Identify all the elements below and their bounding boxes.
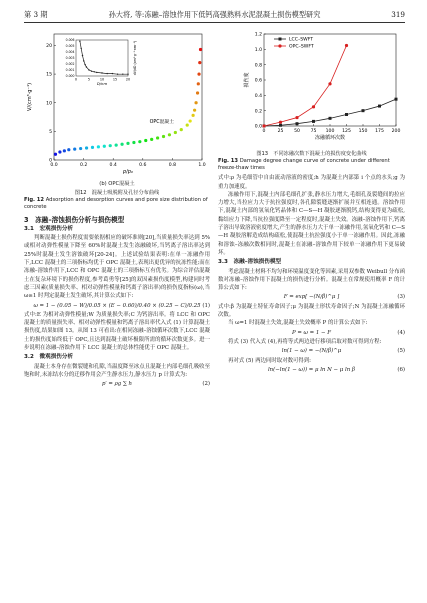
- equation-3: [218, 293, 405, 301]
- fig12-inset-point: [94, 71, 95, 72]
- fig12-data-point: [109, 144, 112, 147]
- fig13-x-axis-label: 冻融循环次数: [314, 135, 346, 141]
- fig13-x-tick-label: 100: [325, 129, 335, 134]
- fig12-data-point: [132, 141, 135, 144]
- fig12-sublabel: (b) OPC混凝土: [99, 181, 135, 188]
- fig12-caption-cn: 图12 混凝土吸脱附及孔径分布曲线: [74, 189, 160, 196]
- fig12-data-point: [156, 136, 159, 139]
- figure-13: [218, 28, 405, 151]
- fig12-data-point: [196, 91, 199, 94]
- fig13-data-point: [395, 98, 398, 101]
- equation-2: [24, 380, 210, 388]
- fig13-data-point: [312, 120, 315, 123]
- equation-2-body: p′ = ρg ∑ h: [102, 381, 132, 388]
- paragraph-r-a: 式中:ρ 为毛细管中自由流动溶液的密度;h 为混凝土内部第 i 个点的水头;g 为重力加速度。: [218, 175, 405, 190]
- fig13-data-point: [312, 105, 315, 108]
- fig12-data-point: [162, 135, 165, 138]
- paragraph-r-c: 考虑混凝土材料不均匀和环境温度变化等因素,采用双参数 Weibull 分布函数对冻融–溶蚀作用下混凝土的损伤进行分析。混凝土在常规使用概率 F 的计算公式如下:: [218, 268, 405, 292]
- fig13-plot-frame: [264, 34, 396, 126]
- fig12-inset-x-tick-label: 15: [112, 77, 118, 82]
- fig12-inset-point: [83, 60, 84, 61]
- equation-5: [218, 347, 405, 355]
- fig12-y-tick-label: 5: [49, 129, 52, 135]
- fig13-x-tick-label: 150: [358, 129, 368, 134]
- fig12-data-point: [197, 72, 200, 75]
- fig12-data-point: [103, 145, 106, 148]
- fig12-data-point: [126, 142, 129, 145]
- fig12-y-tick-label: 10: [46, 101, 52, 107]
- fig13-legend-label: LCC–SWFT: [289, 37, 314, 43]
- fig12-data-point: [91, 146, 94, 149]
- fig12-inset-point: [122, 74, 123, 75]
- running-title: 孙大将, 等:冻融–溶蚀作用下低钙高强熟料水泥混凝土损伤模型研究: [108, 10, 321, 19]
- fig12-data-point: [189, 119, 192, 122]
- fig12-inset-point: [117, 74, 118, 75]
- fig12-inset-y-tick-label: 0.005: [65, 44, 75, 49]
- fig12-data-point: [73, 148, 76, 151]
- fig13-caption-en: [218, 158, 405, 172]
- fig12-data-point: [115, 144, 118, 147]
- equation-3-body: F = exp[ −(N/β)^μ ]: [283, 294, 340, 301]
- fig12-caption-en: [24, 197, 210, 211]
- paragraph-3-1-b: 式中:E 为相对动弹性模量;W 为质量损失率;C 为钙溶出率。将 LCC 和 OPC 混凝土的质量损失率、相对动弹性模量和钙离子溶出率代入式 (1) 计算混凝土损伤度,结果如图 13。从图 13 可看出:在相同冻融–溶蚀循环次数下,LCC 混凝土的损伤度始终低于 OPC,且达到混凝土破坏极限所需的循环次数更多。进一步说明在冻融–溶蚀作用下 LCC 混凝土的总体性能优于 OPC 混凝土。: [24, 311, 210, 352]
- figure-12: [24, 28, 210, 179]
- fig13-legend-label: OPC–SWFT: [289, 44, 314, 50]
- equation-2-number: (2): [202, 381, 210, 388]
- fig13-data-point: [296, 122, 299, 125]
- fig12-inset-point: [86, 66, 87, 67]
- fig12-data-point: [67, 148, 70, 151]
- fig12-inset-point: [82, 55, 83, 56]
- fig12-y-axis-label: V/(cm³·g⁻¹): [27, 82, 33, 112]
- fig12-data-point: [199, 48, 202, 51]
- fig12-data-point: [174, 131, 177, 134]
- paragraph-3-1-a: 判断混凝土损伤程度需要依据相应的破坏准则[20],当质量损失率达到 5%或相对动弹性模量下降至 60%时混凝土发生冻融破坏,当钙离子溶出率达到 25%时混凝土发生溶蚀破坏[20-24]。上述试验结果表明:在单一冻融作用下,LCC 混凝土的三项指标均优于 OPC 混凝土,表现出更优异的抗冻性能;而在冻融–溶蚀作用下,LCC 和 OPC 混凝土的三项指标互有优劣。为综合评估混凝土在复杂环境下的损伤程度,参考葛勇等[25]的双因素损伤度模型,构建同时考虑三因素(质量损失率、相对动弹性模量和钙离子溶出率)的损伤度指标(ω),当 ω≥1 时判定混凝土发生破坏,其计算公式如下:: [24, 235, 210, 300]
- fig12-inset-point: [84, 64, 85, 65]
- paragraph-r-d: 式中:β 为混凝土特征寿命因子;μ 为混凝土形状寿命因子;N 为混凝土冻融循环次数。: [218, 303, 405, 319]
- fig12-data-point: [79, 147, 82, 150]
- fig13-data-point: [378, 105, 381, 108]
- left-column: [24, 28, 210, 390]
- equation-3-number: (3): [397, 294, 405, 301]
- right-column: [218, 28, 405, 375]
- fig13-chart: [218, 28, 405, 148]
- fig12-data-point: [197, 82, 200, 85]
- fig12-x-axis-label: p/p₀: [122, 169, 134, 175]
- fig12-y-tick-label: 20: [46, 44, 52, 50]
- fig12-data-point: [54, 153, 57, 156]
- issue-number: 第 3 期: [24, 10, 48, 19]
- paragraph-r-e: 当 ω=1 时混凝土失效,混凝土失效概率 P 的计算公式如下:: [228, 320, 368, 327]
- fig12-inset-x-tick-label: 10: [99, 77, 105, 82]
- paragraph-r-b: 冻融作用下,混凝土内部毛细孔扩张,静水压力增大,毛细孔及裂缝间的拉应力增大,当拉应力大于抗拉强度时,各孔隙裂缝逐渐扩展并互相连通。溶蚀作用下,混凝土内部的氢氧化钙晶体和 C—S—H 凝胶逐渐脱钙,结构变得更为疏松,黏结应力下降,当抗拉强度降至一定程度时,混凝土失效。冻融–溶蚀作用下,钙离子溶出导致溶液密度增大,产生的静水压力大于单一冻融作用,氢氧化钙和 C—S—H 凝胶溶解造成结构疏松,使混凝土抗拉强度小于单一冻融作用。因此,冻融和溶蚀–冻融次数相同时,混凝土在冻融–溶蚀作用下较单一冻融作用下更易破坏。: [218, 191, 405, 256]
- fig13-x-tick-label: 50: [294, 129, 300, 134]
- fig12-data-point: [194, 101, 197, 104]
- fig12-x-tick-label: 0.8: [168, 163, 177, 168]
- fig12-inset-x-axis-label: D/nm: [96, 81, 108, 86]
- paragraph-r-f: 将式 (3) 代入式 (4),再将等式两边进行移项后取对数可得到方程:: [228, 338, 382, 345]
- fig12-data-point: [138, 140, 141, 143]
- fig12-inset-point: [79, 41, 80, 42]
- equation-6-number: (6): [397, 366, 405, 373]
- fig12-data-point: [180, 128, 183, 131]
- fig13-x-tick-label: 0: [262, 129, 266, 134]
- fig12-data-point: [193, 109, 196, 112]
- fig12-label-en: Fig. 12: [24, 196, 45, 203]
- fig13-x-tick-label: 125: [342, 129, 351, 134]
- fig13-y-tick-label: 0.0: [254, 124, 262, 130]
- fig13-y-tick-label: 1.0: [254, 47, 262, 53]
- fig13-data-point: [345, 44, 348, 47]
- fig12-data-point: [198, 61, 201, 64]
- equation-4-number: (4): [397, 329, 405, 336]
- running-header: [24, 8, 405, 23]
- fig13-data-point: [262, 124, 265, 127]
- fig13-caption-cn: 图13 不同冻融次数下混凝土的损伤度变化曲线: [256, 151, 367, 158]
- section-3-heading: 3 冻融–溶蚀损伤分析与损伤模型: [24, 215, 125, 224]
- fig12-inset-point: [88, 69, 89, 70]
- fig12-inset-y-tick-label: 0.006: [65, 38, 75, 43]
- fig13-y-tick-label: 0.8: [254, 63, 262, 69]
- equation-1-number: (1): [202, 302, 210, 309]
- section-3-1-heading: 3.1 宏观损伤分析: [24, 225, 74, 232]
- fig12-inset-y-tick-label: 0.001: [65, 68, 75, 73]
- fig12-y-tick-label: 15: [46, 72, 52, 78]
- equation-4: [218, 329, 405, 337]
- fig12-inset-frame: [76, 40, 128, 76]
- fig12-data-point: [97, 145, 100, 148]
- equation-6: [218, 366, 405, 374]
- fig13-legend-marker: [279, 38, 282, 41]
- fig12-inset-x-tick-label: 20: [125, 77, 131, 82]
- fig13-y-axis-label: 损伤度: [244, 72, 250, 88]
- fig12-data-point: [63, 149, 66, 152]
- fig12-inset-point: [81, 48, 82, 49]
- fig13-data-point: [345, 113, 348, 116]
- fig13-y-tick-label: 0.2: [254, 109, 262, 115]
- fig13-y-tick-label: 0.6: [254, 78, 262, 84]
- fig13-legend-marker: [278, 44, 281, 47]
- fig12-data-point: [168, 133, 171, 136]
- fig13-data-point: [328, 82, 331, 85]
- fig12-caption-en-text: Adsorption and desorption curves and pore size distribution of concrete: [24, 196, 208, 210]
- fig12-x-tick-label: 0.6: [139, 163, 147, 168]
- equation-5-number: (5): [397, 348, 405, 355]
- fig12-data-point: [58, 150, 61, 153]
- equation-5-body: ln(1 − ω) = −(N/β)^μ: [281, 348, 342, 355]
- fig12-inset-y-tick-label: 0.002: [65, 62, 75, 67]
- fig12-inset-y-tick-label: 0.000: [65, 74, 75, 79]
- fig12-data-point: [150, 138, 153, 141]
- fig12-data-point: [120, 143, 123, 146]
- fig12-inset-x-tick-label: 0: [74, 77, 78, 82]
- paragraph-r-g: 再对式 (5) 两边同时取对数可得到:: [228, 357, 311, 364]
- fig12-data-point: [144, 139, 147, 142]
- equation-1-body: ω = 1 − (0.05 − W)/0.05 × (E − 0.60)/0.40 × (0.25 − C)/0.25: [33, 302, 201, 309]
- fig12-data-point: [192, 114, 195, 117]
- fig13-label-en: Fig. 13: [218, 158, 239, 165]
- fig13-x-tick-label: 75: [310, 129, 317, 134]
- fig12-inset-point: [107, 73, 108, 74]
- fig13-data-point: [279, 121, 282, 124]
- fig12-data-point: [85, 146, 88, 149]
- fig13-data-point: [362, 109, 365, 112]
- fig12-y-tick-label: 0: [49, 158, 52, 164]
- fig12-inset-point: [96, 72, 97, 73]
- fig12-inset-point: [101, 72, 102, 73]
- fig13-data-point: [295, 116, 298, 119]
- fig13-x-tick-label: 175: [375, 129, 384, 134]
- equation-4-body: P = ω = 1 − F: [291, 329, 332, 336]
- fig12-inset-y-tick-label: 0.003: [65, 56, 75, 61]
- fig12-inset-point: [112, 73, 113, 74]
- equation-6-body: ln(−ln(1 − ω)) = μ ln N − μ ln β: [267, 366, 356, 373]
- fig13-data-point: [329, 117, 332, 120]
- fig12-inset-y-axis-label: dV/dD (cm³·g⁻¹·nm⁻¹): [133, 40, 137, 76]
- fig12-inset-y-tick-label: 0.004: [65, 50, 75, 55]
- page-number: 319: [391, 10, 405, 19]
- fig13-y-tick-label: 1.2: [254, 32, 262, 38]
- equation-1: [24, 302, 210, 310]
- fig12-data-point: [186, 123, 189, 126]
- fig13-data-point: [279, 124, 282, 127]
- fig12-inset-point: [91, 71, 92, 72]
- fig12-x-tick-label: 0.0: [50, 163, 58, 168]
- fig12-x-tick-label: 0.4: [109, 163, 117, 168]
- fig13-x-tick-label: 25: [277, 129, 284, 134]
- fig12-inset-point: [127, 74, 128, 75]
- fig13-x-tick-label: 200: [391, 129, 401, 134]
- section-3-2-heading: 3.2 微观损伤分析: [24, 354, 74, 361]
- paragraph-3-2: 混凝土本身存在微裂缝和孔隙,当温度降至冰点且混凝土内部毛细孔吸收至饱和时,未冻结水分的迁移作用会产生静水压力,静水压力 p 计算式为:: [24, 363, 210, 378]
- fig13-caption-en-text: Damage degree change curve of concrete under different freeze-thaw times: [218, 158, 390, 172]
- section-3-3-heading: 3.3 冻融–溶蚀损伤模型: [218, 259, 282, 266]
- fig12-x-tick-label: 0.2: [79, 163, 88, 168]
- fig13-series-line: [264, 46, 347, 127]
- fig12-inset-label: OPC混凝土: [149, 120, 174, 125]
- fig12-inset-x-tick-label: 5: [87, 77, 91, 82]
- fig13-series-line: [264, 99, 396, 126]
- fig12-chart: [24, 28, 210, 176]
- fig12-x-tick-label: 1.0: [198, 163, 206, 168]
- fig13-y-tick-label: 0.4: [254, 93, 262, 99]
